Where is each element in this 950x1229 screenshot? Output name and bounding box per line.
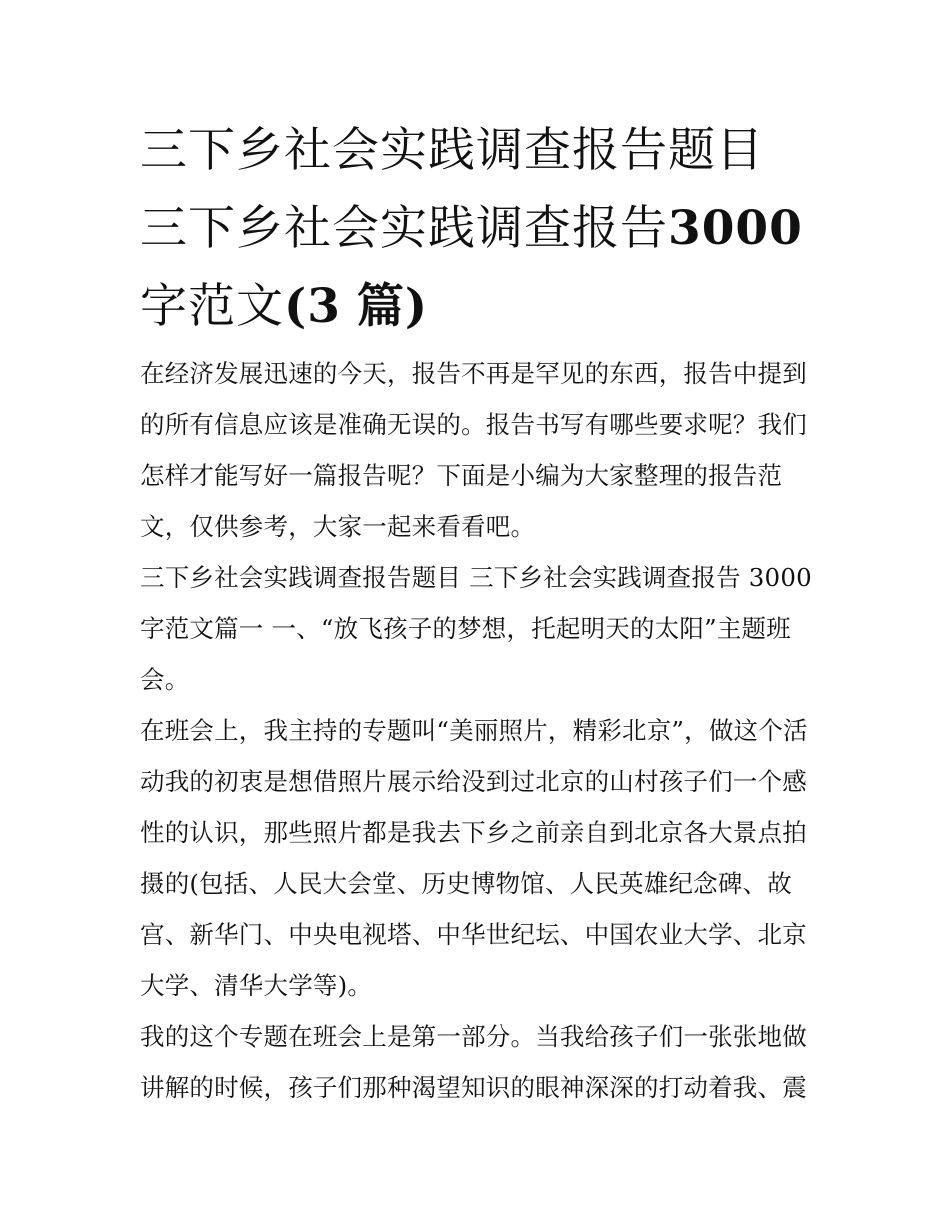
title-suffix: 篇) [356, 279, 429, 334]
paragraph-class-meeting: 在班会上，我主持的专题叫“美丽照片，精彩北京”，做这个活动我的初衷是想借照片展示给没到过北京的山村孩子们一个感性的认识，那些照片都是我去下乡之前亲自到北京各大景点拍摄的(包括、人民大会堂、历史博物馆、人民英雄纪念碑、故宫、新华门、中央电视塔、中华世纪坛、中国农业大学、北京大学、清华大学等)。 [140, 716, 808, 1000]
paragraph-first-part: 我的这个专题在班会上是第一部分。当我给孩子们一张张地做讲解的时候，孩子们那种渴望知识的眼神深深的打动着我、震 [140, 1022, 807, 1102]
title-number-3000: 3000 [668, 201, 803, 256]
document-title [140, 112, 812, 346]
paragraph-intro: 在经济发展迅速的今天，报告不再是罕见的东西，报告中提到的所有信息应该是准确无误的。报告书写有哪些要求呢？我们怎样才能写好一篇报告呢？下面是小编为大家整理的报告范文，仅供参考，大家一起来看看吧。 [140, 359, 807, 541]
document-page [140, 112, 812, 1113]
title-number-3: (3 [284, 279, 341, 334]
title-line-2: 三下乡社会实践调查报告 [140, 201, 668, 256]
paragraph-section-heading: 三下乡社会实践调查报告题目 三下乡社会实践调查报告 3000字范文篇一 一、“放飞孩子的梦想，托起明天的太阳”主题班会。 [140, 563, 812, 694]
title-line-3: 字范文 [140, 279, 284, 334]
title-line-1: 三下乡社会实践调查报告题目 [140, 123, 764, 178]
